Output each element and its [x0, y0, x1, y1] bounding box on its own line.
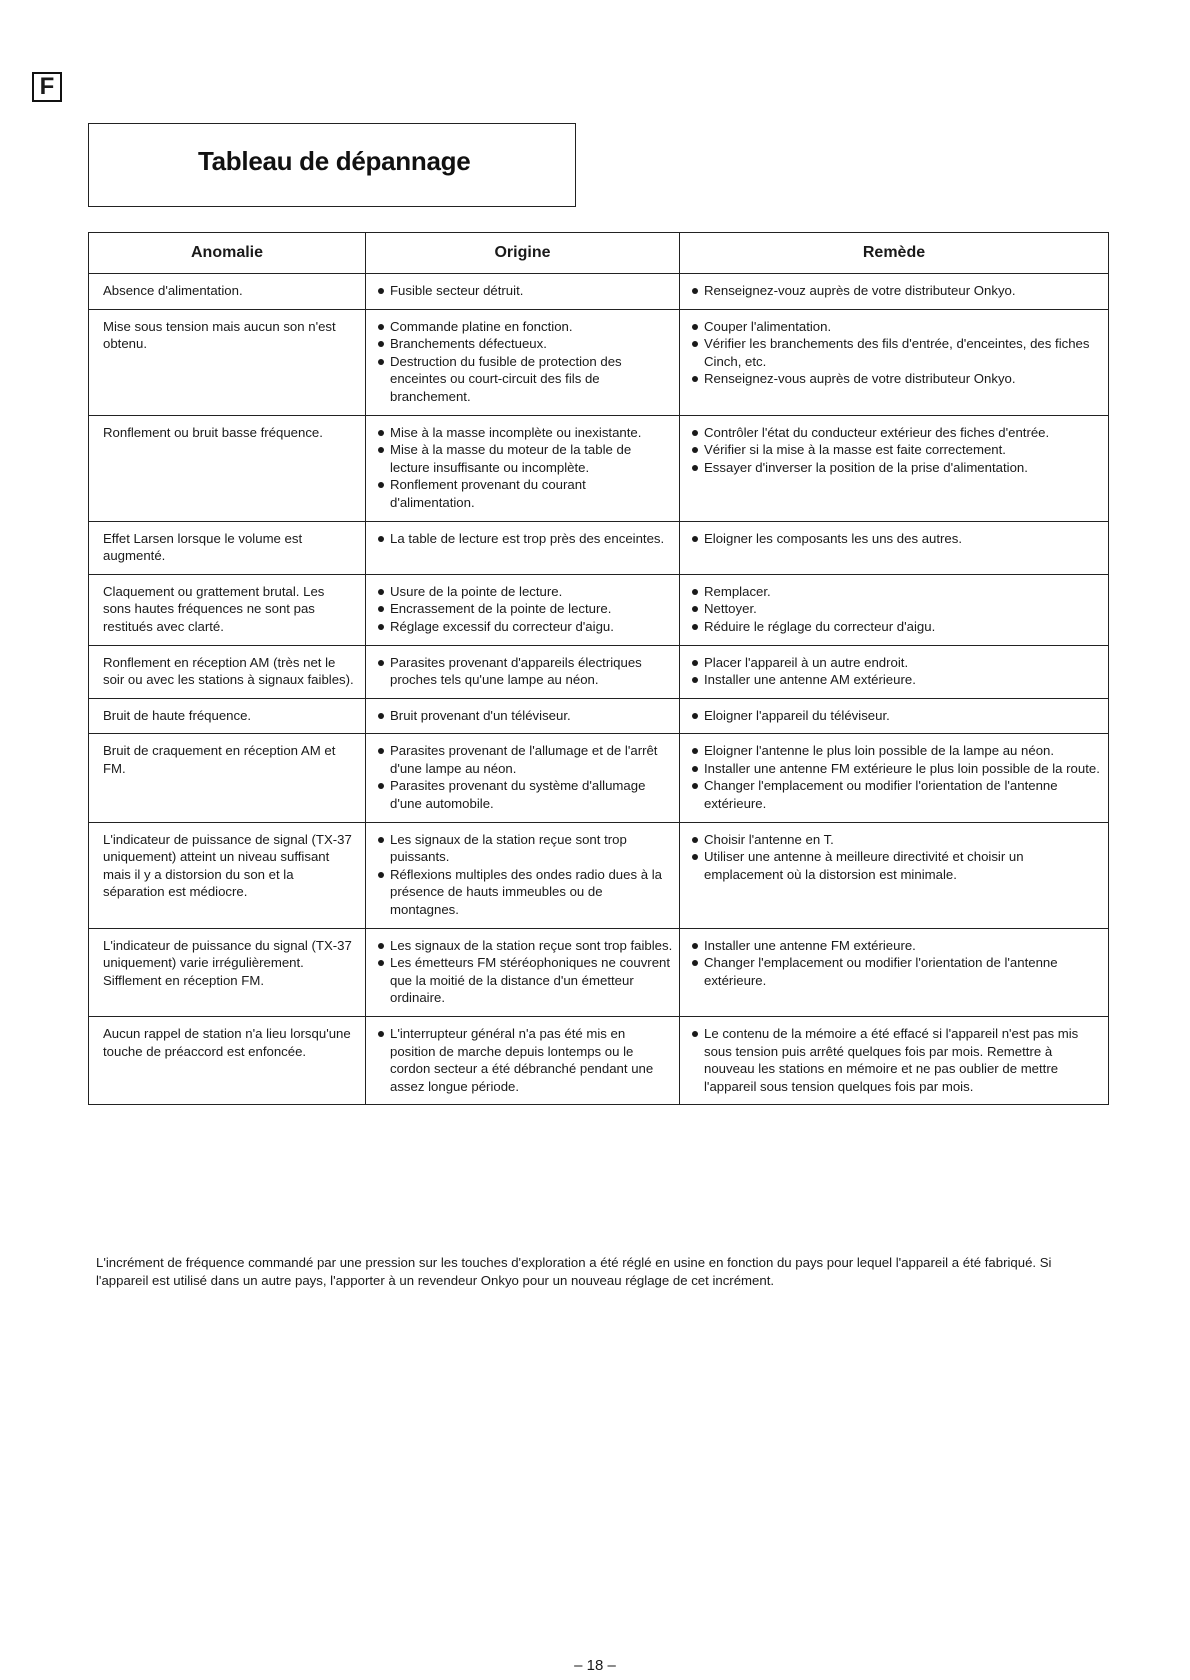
- anomalie-cell: Bruit de haute fréquence.: [89, 698, 366, 734]
- origine-cell: [366, 645, 680, 698]
- remede-item: Essayer d'inverser la position de la prise d'alimentation.: [689, 459, 1102, 477]
- origine-list: [375, 937, 673, 1007]
- remede-item: Utiliser une antenne à meilleure directivité et choisir un emplacement où la distorsion est minimale.: [689, 848, 1102, 883]
- origine-item: Ronflement provenant du courant d'alimentation.: [375, 476, 673, 511]
- remede-item: Changer l'emplacement ou modifier l'orientation de l'antenne extérieure.: [689, 954, 1102, 989]
- origine-cell: [366, 521, 680, 574]
- origine-list: [375, 742, 673, 812]
- remede-cell: [680, 309, 1109, 415]
- remede-list: [689, 707, 1102, 725]
- remede-list: [689, 282, 1102, 300]
- remede-item: Placer l'appareil à un autre endroit.: [689, 654, 1102, 672]
- remede-list: [689, 831, 1102, 884]
- remede-item: Nettoyer.: [689, 600, 1102, 618]
- remede-cell: [680, 415, 1109, 521]
- remede-list: [689, 1025, 1102, 1095]
- origine-list: [375, 282, 673, 300]
- anomalie-cell: Ronflement en réception AM (très net le soir ou avec les stations à signaux faibles).: [89, 645, 366, 698]
- origine-cell: [366, 274, 680, 310]
- remede-cell: [680, 645, 1109, 698]
- remede-list: [689, 937, 1102, 990]
- troubleshooting-table: [88, 232, 1109, 1105]
- origine-cell: [366, 698, 680, 734]
- remede-cell: [680, 1017, 1109, 1105]
- origine-cell: [366, 309, 680, 415]
- origine-item: Commande platine en fonction.: [375, 318, 673, 336]
- origine-list: [375, 318, 673, 406]
- origine-item: Bruit provenant d'un téléviseur.: [375, 707, 673, 725]
- anomalie-cell: Effet Larsen lorsque le volume est augmenté.: [89, 521, 366, 574]
- anomalie-cell: Claquement ou grattement brutal. Les sons hautes fréquences ne sont pas restitués avec clarté.: [89, 574, 366, 645]
- origine-cell: [366, 1017, 680, 1105]
- remede-list: [689, 742, 1102, 812]
- origine-list: [375, 831, 673, 919]
- origine-item: Fusible secteur détruit.: [375, 282, 673, 300]
- remede-cell: [680, 574, 1109, 645]
- origine-item: Les émetteurs FM stéréophoniques ne couvrent que la moitié de la distance d'un émetteur ordinaire.: [375, 954, 673, 1007]
- origine-list: [375, 583, 673, 636]
- remede-item: Eloigner l'appareil du téléviseur.: [689, 707, 1102, 725]
- anomalie-cell: Mise sous tension mais aucun son n'est obtenu.: [89, 309, 366, 415]
- origine-cell: [366, 574, 680, 645]
- table-row: [89, 1017, 1109, 1105]
- remede-cell: [680, 928, 1109, 1016]
- remede-item: Eloigner les composants les uns des autres.: [689, 530, 1102, 548]
- origine-item: Réflexions multiples des ondes radio dues à la présence de hauts immeubles ou de montagnes.: [375, 866, 673, 919]
- origine-item: Les signaux de la station reçue sont trop puissants.: [375, 831, 673, 866]
- anomalie-cell: L'indicateur de puissance du signal (TX-37 uniquement) varie irrégulièrement. Sifflement en réception FM.: [89, 928, 366, 1016]
- remede-item: Remplacer.: [689, 583, 1102, 601]
- origine-cell: [366, 928, 680, 1016]
- table-row: [89, 928, 1109, 1016]
- remede-cell: [680, 734, 1109, 822]
- origine-item: Branchements défectueux.: [375, 335, 673, 353]
- remede-item: Vérifier si la mise à la masse est faite correctement.: [689, 441, 1102, 459]
- remede-item: Eloigner l'antenne le plus loin possible de la lampe au néon.: [689, 742, 1102, 760]
- origine-cell: [366, 415, 680, 521]
- remede-cell: [680, 274, 1109, 310]
- remede-item: Contrôler l'état du conducteur extérieur des fiches d'entrée.: [689, 424, 1102, 442]
- remede-list: [689, 530, 1102, 548]
- remede-item: Le contenu de la mémoire a été effacé si l'appareil n'est pas mis sous tension puis arrêté quelques fois par mois. Remettre à nouveau les stations en mémoire et ne pas oublier de mettre l'appareil sous tension quelques fois par mois.: [689, 1025, 1102, 1095]
- remede-cell: [680, 521, 1109, 574]
- origine-item: L'interrupteur général n'a pas été mis en position de marche depuis lontemps ou le cordon secteur a été débranché pendant une assez longue période.: [375, 1025, 673, 1095]
- remede-list: [689, 318, 1102, 388]
- table-header-row: [89, 233, 1109, 274]
- origine-item: La table de lecture est trop près des enceintes.: [375, 530, 673, 548]
- remede-item: Vérifier les branchements des fils d'entrée, d'enceintes, des fiches Cinch, etc.: [689, 335, 1102, 370]
- origine-item: Usure de la pointe de lecture.: [375, 583, 673, 601]
- column-header-origine: Origine: [366, 233, 680, 274]
- remede-item: Installer une antenne FM extérieure.: [689, 937, 1102, 955]
- remede-list: [689, 424, 1102, 477]
- anomalie-cell: Bruit de craquement en réception AM et FM.: [89, 734, 366, 822]
- remede-cell: [680, 822, 1109, 928]
- anomalie-cell: L'indicateur de puissance de signal (TX-37 uniquement) atteint un niveau suffisant mais il y a distorsion du son et la séparation est médiocre.: [89, 822, 366, 928]
- origine-list: [375, 424, 673, 512]
- table-row: [89, 309, 1109, 415]
- anomalie-cell: Absence d'alimentation.: [89, 274, 366, 310]
- origine-list: [375, 654, 673, 689]
- origine-item: Destruction du fusible de protection des enceintes ou court-circuit des fils de branchement.: [375, 353, 673, 406]
- anomalie-cell: Ronflement ou bruit basse fréquence.: [89, 415, 366, 521]
- anomalie-cell: Aucun rappel de station n'a lieu lorsqu'une touche de préaccord est enfoncée.: [89, 1017, 366, 1105]
- remede-list: [689, 654, 1102, 689]
- origine-list: [375, 1025, 673, 1095]
- origine-cell: [366, 822, 680, 928]
- remede-item: Renseignez-vouz auprès de votre distributeur Onkyo.: [689, 282, 1102, 300]
- page-title: Tableau de dépannage: [198, 146, 471, 176]
- origine-list: [375, 530, 673, 548]
- origine-list: [375, 707, 673, 725]
- title-box: [88, 123, 576, 207]
- origine-item: Mise à la masse du moteur de la table de lecture insuffisante ou incomplète.: [375, 441, 673, 476]
- origine-item: Les signaux de la station reçue sont trop faibles.: [375, 937, 673, 955]
- remede-item: Installer une antenne AM extérieure.: [689, 671, 1102, 689]
- remede-item: Changer l'emplacement ou modifier l'orientation de l'antenne extérieure.: [689, 777, 1102, 812]
- remede-item: Choisir l'antenne en T.: [689, 831, 1102, 849]
- table-body: [89, 274, 1109, 1105]
- origine-item: Parasites provenant de l'allumage et de l'arrêt d'une lampe au néon.: [375, 742, 673, 777]
- origine-item: Réglage excessif du correcteur d'aigu.: [375, 618, 673, 636]
- table-row: [89, 645, 1109, 698]
- remede-cell: [680, 698, 1109, 734]
- remede-item: Installer une antenne FM extérieure le plus loin possible de la route.: [689, 760, 1102, 778]
- origine-item: Encrassement de la pointe de lecture.: [375, 600, 673, 618]
- remede-item: Couper l'alimentation.: [689, 318, 1102, 336]
- table-row: [89, 698, 1109, 734]
- page-number: – 18 –: [574, 1657, 616, 1674]
- table-row: [89, 415, 1109, 521]
- origine-item: Mise à la masse incomplète ou inexistante.: [375, 424, 673, 442]
- table-row: [89, 734, 1109, 822]
- column-header-remede: Remède: [680, 233, 1109, 274]
- table-row: [89, 521, 1109, 574]
- origine-item: Parasites provenant du système d'allumage d'une automobile.: [375, 777, 673, 812]
- table-row: [89, 274, 1109, 310]
- remede-list: [689, 583, 1102, 636]
- table-row: [89, 574, 1109, 645]
- remede-item: Réduire le réglage du correcteur d'aigu.: [689, 618, 1102, 636]
- origine-cell: [366, 734, 680, 822]
- column-header-anomalie: Anomalie: [89, 233, 366, 274]
- remede-item: Renseignez-vous auprès de votre distributeur Onkyo.: [689, 370, 1102, 388]
- table-row: [89, 822, 1109, 928]
- language-badge: F: [32, 72, 62, 102]
- origine-item: Parasites provenant d'appareils électriques proches tels qu'une lampe au néon.: [375, 654, 673, 689]
- footnote: L'incrément de fréquence commandé par une pression sur les touches d'exploration a été réglé en usine en fonction du pays pour lequel l'appareil a été fabriqué. Si l'appareil est utilisé dans un autre pays, l'apporter à un revendeur Onkyo pour un nouveau réglage de cet incrément.: [96, 1255, 1052, 1288]
